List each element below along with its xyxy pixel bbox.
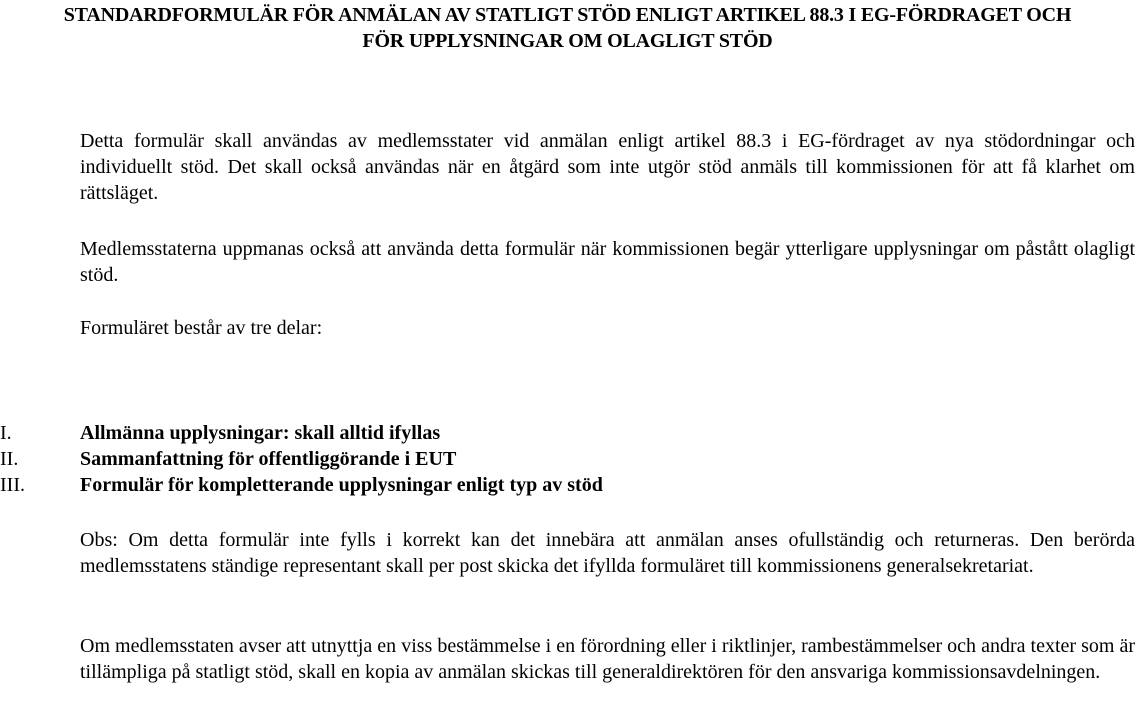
form-part-title: Sammanfattning för offentliggörande i EUT: [80, 448, 457, 470]
document-title-line-1: STANDARDFORMULÄR FÖR ANMÄLAN AV STATLIGT STÖD ENLIGT ARTIKEL 88.3 I EG-FÖRDRAGET OCH: [63, 4, 1072, 26]
form-part-item: [0, 446, 1135, 472]
copy-instructions-paragraph: Om medlemsstaten avser att utnyttja en viss bestämmelse i en förordning eller i riktlinjer, rambestämmelser och andra texter som är tillämpliga på statligt stöd, skall en kopia av anmälan skickas till generaldirektören för den ansvariga kommissionsavdelningen.: [80, 635, 1135, 683]
illegal-aid-paragraph: Medlemsstaterna uppmanas också att använda detta formulär när kommissionen begär ytterligare upplysningar om påstått olagligt stöd.: [80, 238, 1135, 286]
document-title: [0, 2, 1135, 54]
form-part-item: [0, 420, 1135, 446]
form-part-title: Allmänna upplysningar: skall alltid ifyllas: [80, 422, 441, 444]
form-part-number: I.: [0, 422, 12, 444]
form-part-number: III.: [0, 474, 25, 496]
intro-paragraph: Detta formulär skall användas av medlemsstater vid anmälan enligt artikel 88.3 i EG-fördraget av nya stödordningar och individuellt stöd. Det skall också användas när en åtgärd som inte utgör stöd anmäls till kommissionen för att få klarhet om rättsläget.: [80, 130, 1135, 204]
form-parts-intro: Formuläret består av tre delar:: [80, 317, 323, 339]
form-part-number: II.: [0, 448, 19, 470]
note-paragraph: Obs: Om detta formulär inte fylls i korrekt kan det innebära att anmälan anses ofullständig och returneras. Den berörda medlemsstatens ständige representant skall per post skicka det ifyllda formuläret till kommissionens generalsekretariat.: [80, 529, 1135, 577]
form-part-title: Formulär för kompletterande upplysningar enligt typ av stöd: [80, 474, 603, 496]
document-title-line-2: FÖR UPPLYSNINGAR OM OLAGLIGT STÖD: [362, 30, 773, 52]
form-part-item: [0, 472, 1135, 498]
form-parts-list: [0, 420, 1135, 498]
